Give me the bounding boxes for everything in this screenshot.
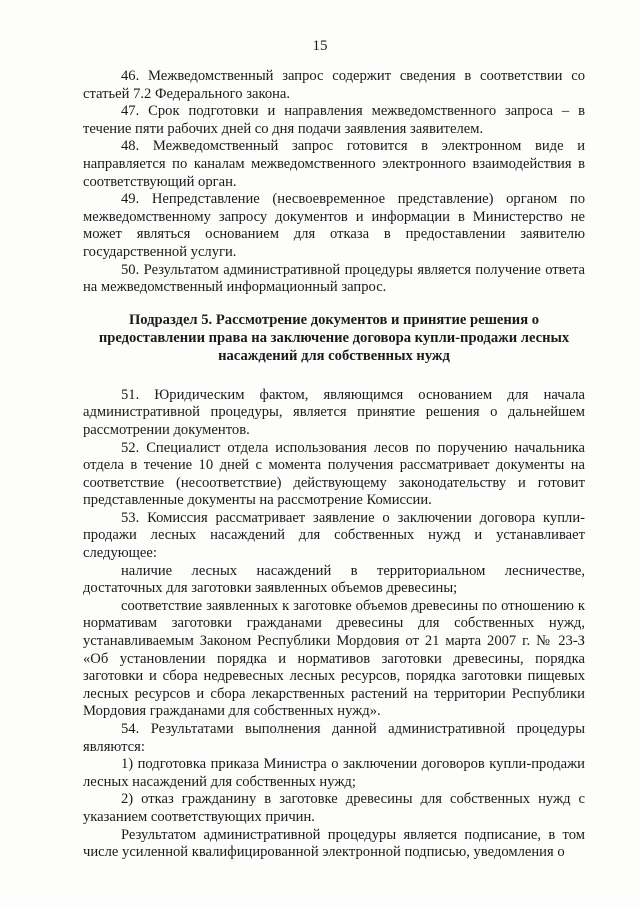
paragraph-50: 50. Результатом административной процедуры является получение ответа на межведомственный информационный запрос.: [83, 261, 585, 296]
paragraph-result: Результатом административной процедуры является подписание, в том числе усиленной квалифицированной электронной подписью, уведомления о: [83, 826, 585, 861]
paragraph-46: 46. Межведомственный запрос содержит сведения в соответствии со статьей 7.2 Федерального закона.: [83, 68, 585, 102]
paragraph-54-item-2: 2) отказ гражданину в заготовке древесины для собственных нужд с указанием соответствующих причин.: [83, 791, 585, 825]
paragraph-54-item-1: 1) подготовка приказа Министра о заключении договоров купли-продажи лесных насаждений для собственных нужд;: [83, 756, 585, 790]
document-body: [83, 68, 585, 862]
paragraph-53-item-2: соответствие заявленных к заготовке объемов древесины по отношению к нормативам заготовки гражданами древесины для собственных нужд, устанавливаемым Законом Республики Мордовия от 21 марта 2007 г. № 23-З «Об установлении порядка и нормативов заготовки древесины, порядка заготовки и сбора недревесных лесных ресурсов, порядка заготовки пищевых лесных ресурсов и сбора лекарственных растений на территории Республики Мордовия гражданами для собственных нужд».: [83, 597, 585, 720]
paragraph-51: 51. Юридическим фактом, являющимся основанием для начала административной процедуры, является принятие решения о дальнейшем рассмотрении документов.: [83, 386, 585, 438]
section-heading: Подраздел 5. Рассмотрение документов и принятие решения о предоставлении права на заключение договора купли-продажи лесных насаждений для собственных нужд: [98, 311, 570, 364]
page-number: 15: [312, 38, 328, 54]
spacer: [83, 379, 585, 387]
paragraph-47: 47. Срок подготовки и направления межведомственного запроса – в течение пяти рабочих дней со дня подачи заявления заявителем.: [83, 103, 585, 137]
paragraph-52: 52. Специалист отдела использования лесов по поручению начальника отдела в течение 10 дней с момента получения рассматривает документы на соответствие (несоответствие) действующему законодательству и готовит представленные документы на рассмотрение Комиссии.: [83, 439, 585, 509]
paragraph-53: 53. Комиссия рассматривает заявление о заключении договора купли-продажи лесных насаждений для собственных нужд и устанавливает следующее:: [83, 509, 585, 562]
paragraph-49: 49. Непредставление (несвоевременное представление) органом по межведомственному запросу документов и информации в Министерство не может являться основанием для отказа в предоставлении заявителю государственной услуги.: [83, 191, 585, 260]
paragraph-54: 54. Результатами выполнения данной административной процедуры являются:: [83, 721, 585, 755]
paragraph-53-item-1: наличие лесных насаждений в территориальном лесничестве, достаточных для заготовки заявленных объемов древесины;: [83, 562, 585, 597]
paragraph-48: 48. Межведомственный запрос готовится в электронном виде и направляется по каналам межведомственного электронного взаимодействия в соответствующий орган.: [83, 138, 585, 190]
